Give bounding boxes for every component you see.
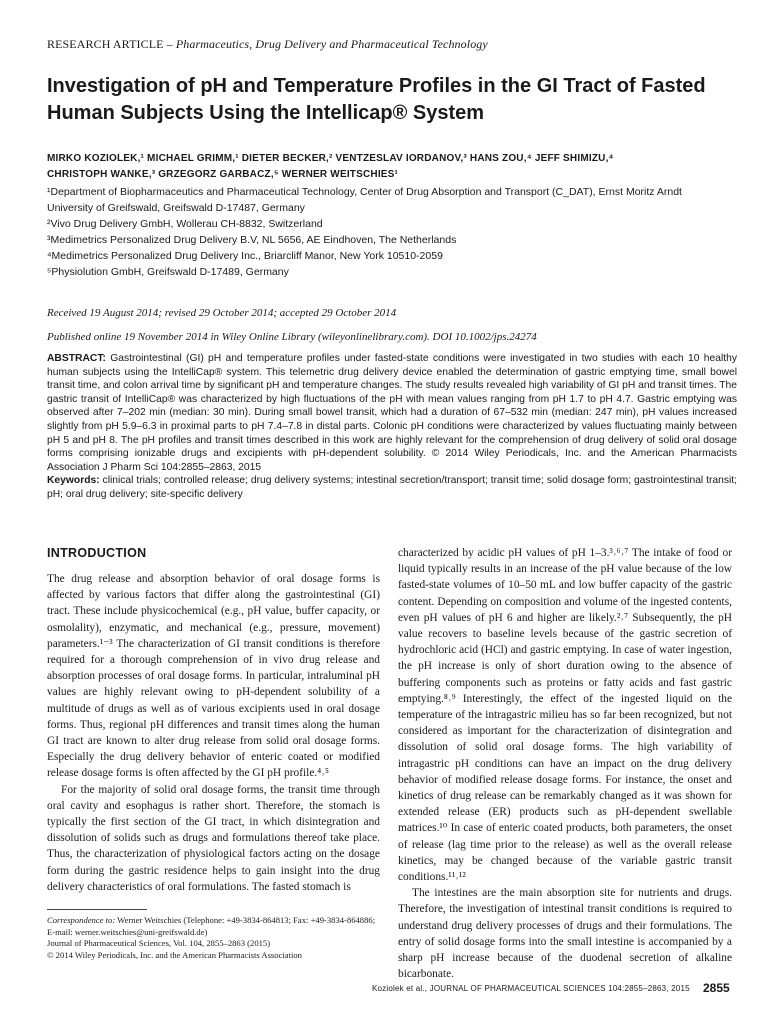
abstract-label: ABSTRACT: <box>47 353 106 364</box>
abstract-block <box>47 352 737 502</box>
footnote-divider <box>47 909 147 910</box>
paragraph: characterized by acidic pH values of pH 1–3.³˒⁶˒⁷ The intake of food or liquid typically results in an increase of the pH value because of the low fasted-state volumes of 10–50 mL and low buffer capacity of the gastric content. Depending on composition and volume of the ingested contents, even pH values of pH 6 and higher are likely.²˒⁷ Subsequently, the pH value recovers to baseline levels because of the gastric secretion of hydrochloric acid (HCl) and gastric emptying. In case of water ingestion, the pH increase is only of short duration owing to the absence of buffering components such as proteins or fatty acids and fast gastric emptying.⁸˒⁹ Interestingly, the effect of the ingested liquid on the temperature of the intragastric milieu has so far been recognized, but not considered as important for the characterization of disintegration and dissolution of solid oral dosage forms. The high variability of intragastric pH conditions can have an impact on the drug delivery behavior of modified release dosage forms. For instance, the onset and kinetics of drug release can be remarkably changed as it was shown for extended release (ER) products such as pH-dependent swellable matrices.¹⁰ In case of enteric coated products, both parameters, the onset of release (lag time prior to the release) as well as the overall release kinetics, may be changed because of the variable gastric transit conditions.¹¹˒¹² <box>398 547 732 884</box>
footer-citation: Koziolek et al., JOURNAL OF PHARMACEUTICAL SCIENCES 104:2855–2863, 2015 <box>372 984 690 993</box>
journal-info: Journal of Pharmaceutical Sciences, Vol. 104, 2855–2863 (2015) <box>47 938 271 948</box>
keywords-label: Keywords: <box>47 475 100 487</box>
paragraph: The intestines are the main absorption site for nutrients and drugs. Therefore, the investigation of intestinal transit conditions is required to understand drug delivery processes of drugs and their formulations. The entry of solid dosage forms into the small intestine is accompanied by a sharp pH increase because of the duodenal secretion of alkaline bicarbonate. <box>398 887 732 981</box>
published-online: Published online 19 November 2014 in Wiley Online Library (wileyonlinelibrary.com). DOI 10.1002/jps.24274 <box>47 331 537 343</box>
article-category: Pharmaceutics, Drug Delivery and Pharmaceutical Technology <box>175 37 488 51</box>
author-list <box>47 151 737 183</box>
keywords <box>47 474 737 501</box>
copyright-line: © 2014 Wiley Periodicals, Inc. and the American Pharmacists Association <box>47 949 302 960</box>
right-column <box>398 545 732 982</box>
abstract-text: Gastrointestinal (GI) pH and temperature profiles under fasted-state conditions were investigated in two studies with each 10 healthy human subjects using the IntelliCap® system. This telemetric drug delivery device enabled the determination of gastric emptying time, small bowel transit time, and colon arrival time by significant pH and temperature changes. The study results revealed high variability of GI pH and transit times. The gastric transit of IntelliCap® was characterized by high fluctuations of the pH with mean values ranging from pH 1.7 to pH 4.7. Gastric emptying was observed after 7–202 min (median: 30 min). During small bowel transit, which had a duration of 67–532 min (median: 247 min), pH values increased slightly from pH 5.9–6.3 in proximal parts to pH 7.4–7.8 in distal parts. Colonic pH conditions were characterized by values fluctuating mainly between pH 5 and pH 8. The pH profiles and transit times described in this work are highly relevant for the comprehension of drug delivery of solid oral dosage forms comprising ionizable drugs and excipients with pH-dependent solubility. © 2014 Wiley Periodicals, Inc. and the American Pharmacists Association J Pharm Sci 104:2855–2863, 2015 <box>47 353 737 473</box>
paragraph: For the majority of solid oral dosage forms, the transit time through oral cavity and esophagus is rather short. Therefore, the stomach is typically the first section of the GI tract, in which disintegration and dissolution of solids such as drugs and formulations thereof take place. Thus, the characterization of physiological factors acting on the dosage form during the gastric residence helps to gain insight into the drug delivery characteristics of oral formulations. The fasted stomach is <box>47 783 380 893</box>
article-title: Investigation of pH and Temperature Profiles in the GI Tract of Fasted Human Subjects Using the Intellicap® System <box>47 75 706 124</box>
abstract-body <box>47 352 737 474</box>
author-line: MIRKO KOZIOLEK,¹ MICHAEL GRIMM,¹ DIETER BECKER,² VENTZESLAV IORDANOV,³ HANS ZOU,⁴ JEFF SHIMIZU,⁴ <box>47 153 614 164</box>
correspondence-line <box>47 915 380 938</box>
author-line: CHRISTOPH WANKE,³ GRZEGORZ GARBACZ,⁵ WERNER WEITSCHIES¹ <box>47 169 399 180</box>
correspondence-text: Werner Weitschies (Telephone: +49-3834-864813; Fax: +49-3834-864886; E-mail: werner.weitschies@uni-greifswald.de) <box>47 915 376 937</box>
affiliation-line: ³Medimetrics Personalized Drug Delivery B.V, NL 5656, AE Eindhoven, The Netherlands <box>47 234 457 246</box>
correspondence-footnote <box>47 915 380 961</box>
page-number: 2855 <box>703 981 730 995</box>
affiliation-line: ¹Department of Biopharmaceutics and Pharmaceutical Technology, Center of Drug Absorption and Transport (C_DAT), Ernst Moritz Arndt <box>47 186 682 198</box>
publication-dates <box>47 301 737 349</box>
running-header <box>47 37 488 52</box>
affiliation-line: University of Greifswald, Greifswald D-17487, Germany <box>47 202 305 214</box>
article-type: RESEARCH ARTICLE – <box>47 37 176 51</box>
section-heading-introduction: INTRODUCTION <box>47 546 147 560</box>
affiliation-line: ²Vivo Drug Delivery GmbH, Wollerau CH-8832, Switzerland <box>47 218 323 230</box>
keywords-text: clinical trials; controlled release; drug delivery systems; intestinal secretion/transport; transit time; solid dosage form; gastrointestinal transit; pH; oral drug delivery; site-specific delivery <box>47 475 737 500</box>
correspondence-label: Correspondence to: <box>47 915 116 925</box>
affiliation-list <box>47 184 747 280</box>
affiliation-line: ⁵Physiolution GmbH, Greifswald D-17489, Germany <box>47 266 289 278</box>
affiliation-line: ⁴Medimetrics Personalized Drug Delivery Inc., Briarcliff Manor, New York 10510-2059 <box>47 250 443 262</box>
left-column <box>47 571 380 895</box>
received-dates: Received 19 August 2014; revised 29 October 2014; accepted 29 October 2014 <box>47 307 397 319</box>
paragraph: The drug release and absorption behavior of oral dosage forms is affected by various factors that differ along the gastrointestinal (GI) tract. These include physicochemical (e.g., pH value, buffer capacity, or osmolality), enzymatic, and mechanical (e.g., pressure, movement) parameters.¹⁻³ The characterization of GI transit conditions is therefore required for a thorough comprehension of in vivo drug release and absorption processes of oral dosage forms. In particular, intraluminal pH values are highly relevant owing to pH-dependent solubility of a multitude of drugs as well as of various excipients used in oral dosage forms. Thus, regional pH differences and transit times along the human GI tract are known to alter drug release from solid oral dosage forms. Especially the drug delivery behavior of enteric coated or modified release dosage forms is often affected by the GI pH profile.⁴˒⁵ <box>47 573 380 780</box>
